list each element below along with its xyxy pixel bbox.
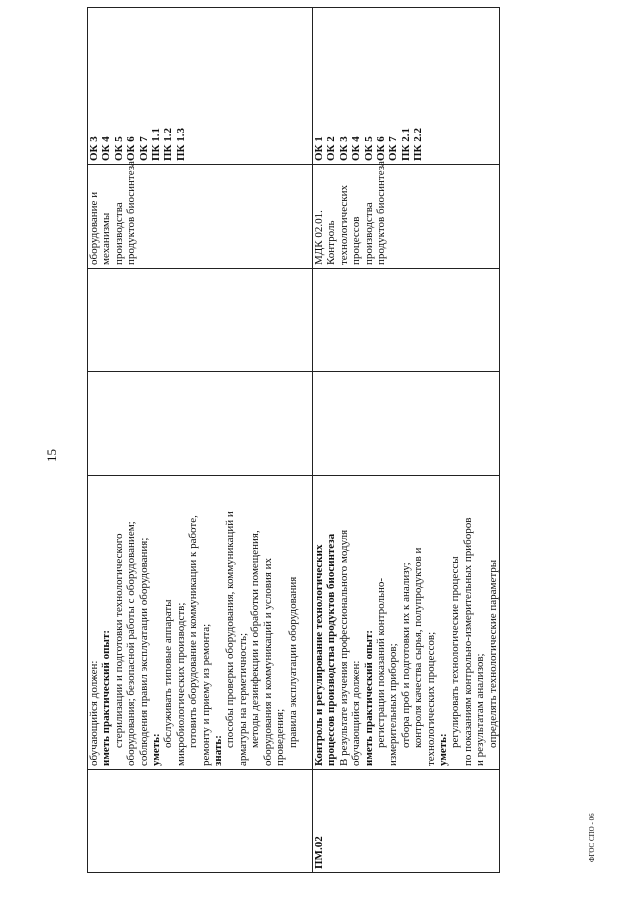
empty-cell xyxy=(88,269,313,372)
competency-line: ПК 2.1 xyxy=(399,127,412,161)
module-code-cell: ПМ.02 xyxy=(313,770,500,873)
content-line: регулировать технологические процессы xyxy=(449,556,462,748)
competency-line: ПК 1.2 xyxy=(162,127,175,161)
empty-cell xyxy=(88,372,313,476)
competency-line: ОК 7 xyxy=(137,136,150,161)
content-line: правила эксплуатации оборудования xyxy=(286,576,299,748)
table-row xyxy=(313,8,500,873)
content-line: способы проверки оборудования, коммуникаций и xyxy=(224,511,237,748)
competency-line: ОК 7 xyxy=(387,136,400,161)
competency-line: ОК 3 xyxy=(88,136,100,161)
content-line: уметь: xyxy=(437,733,450,766)
competency-line: ОК 6 xyxy=(125,136,138,161)
content-line: и результатам анализов; xyxy=(474,653,487,766)
mdk-cell xyxy=(88,161,313,269)
mdk-line: МДК 02.01. xyxy=(313,210,325,265)
content-line: по показаниям контрольно-измерительных приборов xyxy=(461,517,474,766)
standards-table-rotated xyxy=(87,30,499,873)
mdk-line: производства xyxy=(112,202,125,265)
content-line: обучающийся должен: xyxy=(88,660,100,766)
content-line: Контроль и регулирование технологических xyxy=(313,544,325,766)
competency-line: ОК 2 xyxy=(325,136,338,161)
content-line: методы дезинфекции и обработки помещения, xyxy=(249,530,262,748)
page-number: 15 xyxy=(44,449,59,462)
module-content-cell xyxy=(88,476,313,770)
content-line: оборудования и коммуникаций и условия их xyxy=(261,557,274,766)
content-line: арматуры на герметичность; xyxy=(236,632,249,766)
competency-line: ОК 3 xyxy=(337,136,350,161)
content-line: контроля качества сырья, полупродуктов и xyxy=(412,547,425,748)
empty-cell xyxy=(313,269,500,372)
competency-line: ПК 1.3 xyxy=(174,127,187,161)
content-line: соблюдения правил эксплуатации оборудования; xyxy=(137,537,150,766)
mdk-line: производства xyxy=(362,202,375,265)
competency-line: ОК 5 xyxy=(362,136,375,161)
content-line: иметь практический опыт: xyxy=(362,629,375,766)
content-line: процессов производства продуктов биосинтеза xyxy=(325,533,338,766)
mdk-cell xyxy=(313,161,500,269)
competency-line: ОК 4 xyxy=(350,136,363,161)
content-line: оборудования; безопасной работы с оборудованием; xyxy=(125,521,138,766)
competencies-cell xyxy=(88,8,313,165)
content-line: отбора проб и подготовки их к анализу; xyxy=(399,562,412,748)
content-line: стерилизации и подготовки технологического xyxy=(112,533,125,748)
competency-line: ПК 1.1 xyxy=(150,127,163,161)
footer-text: ФГОС СПО - 06 xyxy=(588,813,596,862)
content-line: обучающийся должен: xyxy=(350,660,363,766)
empty-cell xyxy=(313,372,500,476)
mdk-line: механизмы xyxy=(100,212,113,265)
mdk-line: технологических xyxy=(337,185,350,265)
content-line: уметь: xyxy=(150,733,163,766)
content-line: технологических процессов; xyxy=(424,631,437,766)
content-lines xyxy=(88,479,299,766)
content-line: готовить оборудование и коммуникации к работе, xyxy=(187,515,200,748)
competency-line: ОК 5 xyxy=(112,136,125,161)
content-line: регистрации показаний контрольно- xyxy=(375,577,388,748)
standards-table xyxy=(87,7,500,873)
table-row xyxy=(88,8,313,873)
content-line: иметь практический опыт: xyxy=(100,629,113,766)
mdk-line: Контроль xyxy=(325,220,338,265)
content-line: определять технологические параметры xyxy=(486,559,499,748)
competency-line: ПК 2.2 xyxy=(412,127,425,161)
competencies-cell xyxy=(313,8,500,165)
content-line: обслуживать типовые аппараты xyxy=(162,599,175,748)
content-line: микробиологических производств; xyxy=(174,602,187,766)
module-code-cell xyxy=(88,770,313,873)
mdk-line: процессов xyxy=(350,216,363,265)
mdk-lines xyxy=(313,161,388,265)
mdk-line: продуктов биосинтеза xyxy=(125,161,138,265)
mdk-line: продуктов биосинтеза xyxy=(375,161,388,265)
competency-lines xyxy=(88,11,187,161)
content-lines xyxy=(313,479,499,766)
content-line: измерительных приборов; xyxy=(387,643,400,766)
module-content-cell xyxy=(313,476,500,770)
mdk-line: оборудование и xyxy=(88,191,100,265)
competency-line: ОК 1 xyxy=(313,136,325,161)
competency-lines xyxy=(313,11,425,161)
content-line: В результате изучения профессионального модуля xyxy=(337,529,350,766)
content-line: ремонту и приему из ремонта; xyxy=(199,623,212,766)
content-line: проведения; xyxy=(274,708,287,766)
competency-line: ОК 4 xyxy=(100,136,113,161)
mdk-lines xyxy=(88,161,138,265)
competency-line: ОК 6 xyxy=(375,136,388,161)
content-line: знать: xyxy=(212,735,225,766)
